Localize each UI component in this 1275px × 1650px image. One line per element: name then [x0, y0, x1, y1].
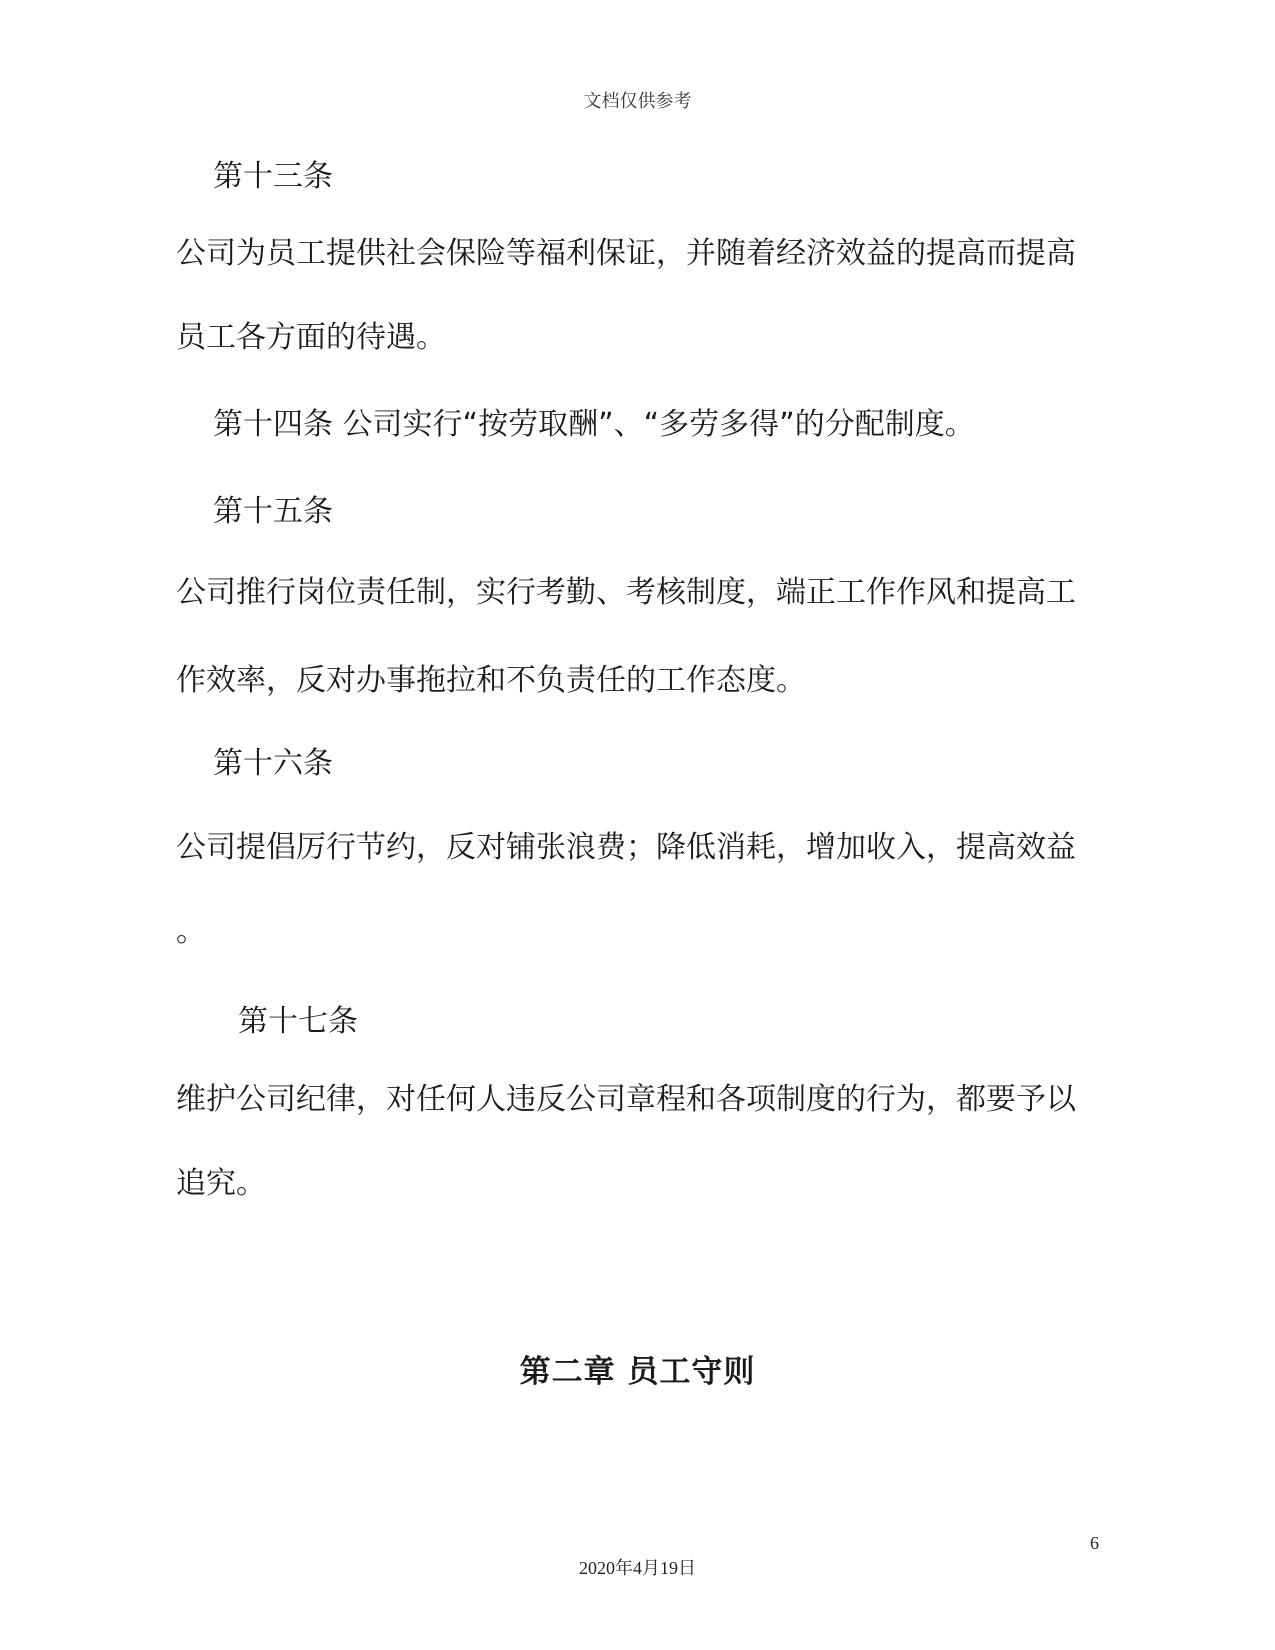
article-15-text-line-2: 作效率，反对办事拖拉和不负责任的工作态度。: [176, 663, 806, 698]
article-15-text-line-1: 公司推行岗位责任制，实行考勤、考核制度，端正工作作风和提高工: [176, 575, 1076, 610]
article-17-text-line-1: 维护公司纪律，对任何人违反公司章程和各项制度的行为，都要予以: [176, 1082, 1076, 1117]
article-13-text-line-2: 员工各方面的待遇。: [176, 320, 446, 355]
article-15-title: 第十五条: [213, 494, 333, 529]
article-16-text-line-1: 公司提倡厉行节约，反对铺张浪费；降低消耗，增加收入，提高效益: [176, 830, 1076, 865]
article-13-text-line-1: 公司为员工提供社会保险等福利保证，并随着经济效益的提高而提高: [176, 236, 1076, 271]
article-17-title: 第十七条: [238, 1004, 358, 1039]
chapter-heading: 第二章 员工守则: [519, 1354, 756, 1390]
article-16-text-line-2: 。: [176, 914, 206, 949]
page-header: 文档仅供参考: [583, 91, 692, 112]
page-number: 6: [1090, 1533, 1099, 1553]
article-17-text-line-2: 追究。: [176, 1166, 266, 1201]
footer-date: 2020年4月19日: [579, 1558, 696, 1578]
article-13-title: 第十三条: [213, 159, 333, 194]
article-16-title: 第十六条: [213, 746, 333, 781]
article-14-line: 第十四条 公司实行“按劳取酬”、“多劳多得”的分配制度。: [213, 407, 975, 442]
